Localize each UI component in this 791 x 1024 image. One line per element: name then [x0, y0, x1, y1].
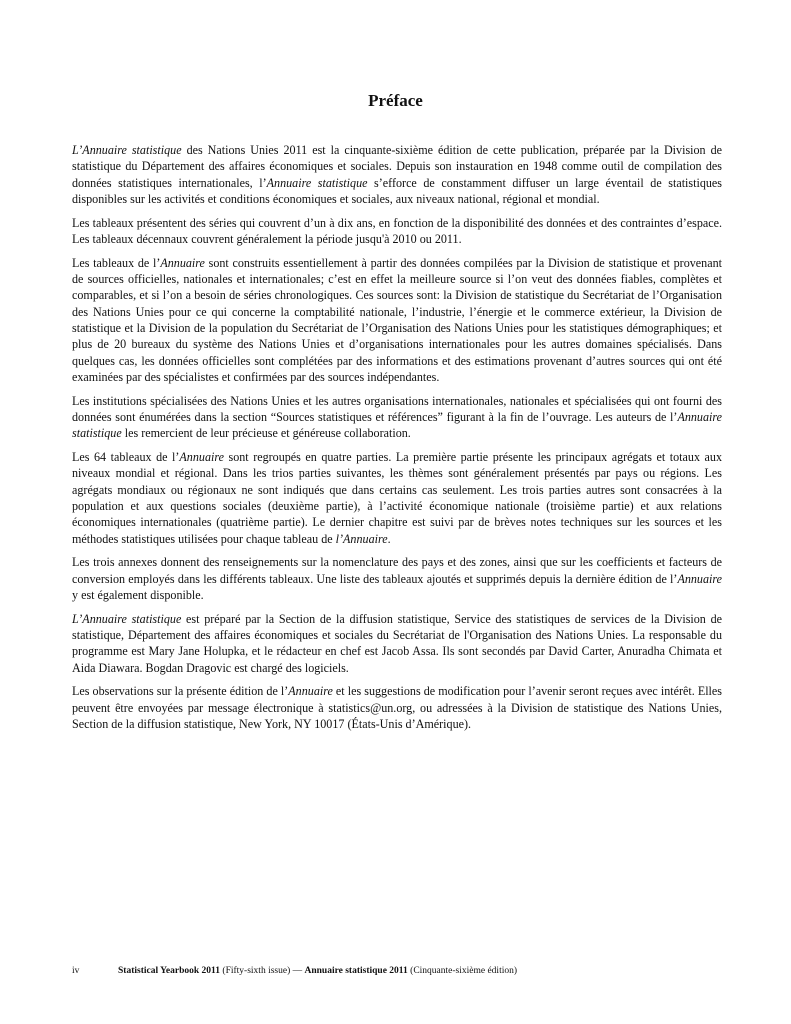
- paragraph-text: s’efforce de constamment diffuser un large éventail de statistiques disponibles sur les activités et conditions économiques et sociales, aux niveaux national, régional et mondial.: [72, 175, 723, 206]
- paragraph-text: Les observations sur la présente édition de l’: [72, 684, 289, 699]
- paragraph-text: sont construits essentiellement à partir des données compilées par la Division de statistique et provenant de sources officielles, nationales et internationales; c’est en effet la meilleure source si l’on veut des données fiables, complètes et comparables, et si l’on a besoin de séries chronologiques. Ces sources sont: la Division de statistique du Secrétariat de l’Organisation des Nations Unies pour ce qui concerne la comptabilité nationale, l’industrie, l’énergie et le commerce extérieur, la Division de statistique et la Division de la population du Secrétariat de l’Organisation des Nations Unies pour les statistiques démographiques; et plus de 20 bureaux du système des Nations Unies et d’organisations internationales pour les autres domaines spécialisés. Dans quelques cas, les données officielles sont complétées par des informations et des estimations provenant d’autres sources qui ont été examinées par des spécialistes et confirmées par des sources indépendantes.: [72, 255, 722, 384]
- footer-fr-issue: (Cinquante-sixième édition): [407, 966, 518, 976]
- publication-title: Annuaire: [179, 450, 224, 465]
- paragraph-text: Les 64 tableaux de l’: [72, 450, 180, 465]
- paragraph-text: Les institutions spécialisées des Nations Unies et les autres organisations internationales, nationales et spécialisées qui ont fourni des données sont énumérées dans la section “Sources statistiques et références” figurant à la fin de l’ouvrage. Les auteurs de l’: [72, 393, 722, 424]
- publication-title: L’Annuaire statistique: [72, 143, 182, 157]
- paragraph-text: des Nations Unies 2011 est la cinquante-sixième édition de cette publication, préparée par la Division de statistique du Département des affaires économiques et sociales. Depuis son instauration en 1948 comme outil de compilation des données statistiques internationales, l’: [72, 143, 723, 190]
- publication-title: Annuaire: [288, 684, 333, 699]
- paragraph-text: est préparé par la Section de la diffusion statistique, Service des statistiques de services de la Division de statistique, Département des affaires économiques et sociales du Secrétariat de l'Organisation des Nations Unies. La responsable du programme est Mary Jane Holupka, et le rédacteur en chef est Jacob Assa. Ils sont secondés par David Carter, Anuradha Chimata et Aida Diawara. Bogdan Dragovic est chargé des logiciels.: [72, 611, 723, 675]
- footer-fr-title: Annuaire statistique 2011: [304, 966, 408, 976]
- publication-title: l’Annuaire: [335, 531, 388, 546]
- publication-title: Annuaire statistique: [266, 175, 368, 190]
- paragraph-text: et les suggestions de modification pour l’avenir seront reçues avec intérêt. Elles peuvent être envoyées par message électronique à statistics@un.org, ou adressées à la Division de statistique des Nations Unies, Section de la diffusion statistique, New York, NY 10017 (États-Unis d’Amérique).: [72, 684, 722, 731]
- preface-body: [72, 142, 722, 740]
- publication-title: Annuaire: [677, 571, 722, 586]
- page-number: iv: [72, 966, 80, 976]
- paragraph-text: sont regroupés en quatre parties. La première partie présente les principaux agrégats et totaux aux niveaux mondial et régional. Dans les trios parties suivantes, les thèmes sont généralement présentés par pays ou régions. Les agrégats mondiaux ou régionaux ne sont indiqués que dans certains cas seulement. Les trois parties autres sont consacrées à la population et aux questions sociales (deuxième partie), à l’activité économique nationale (troisième partie) et aux relations économiques internationales (quatrième partie). Le dernier chapitre est suivi par de brèves notes techniques sur les sources et les méthodes statistiques utilisées pour chaque tableau de: [72, 450, 722, 546]
- publication-title: L’Annuaire statistique: [72, 611, 182, 626]
- footer-en-issue: (Fifty-sixth issue) —: [220, 966, 305, 976]
- paragraph-text: Les trois annexes donnent des renseignements sur la nomenclature des pays et des zones, ainsi que sur les coefficients et facteurs de conversion employés dans les différents tableaux. Une liste des tableaux ajoutés et supprimés depuis la dernière édition de l’: [72, 555, 722, 586]
- paragraph-acknowledgements: [72, 393, 722, 442]
- publication-title: Annuaire: [160, 255, 205, 270]
- paragraph-tables-coverage: Les tableaux présentent des séries qui couvrent d’un à dix ans, en fonction de la disponibilité des données et des contraintes d’espace. Les tableaux décennaux couvrent généralement la période jusqu'à 2010 ou 2011.: [72, 215, 722, 246]
- paragraph-sources: [72, 255, 722, 385]
- paragraph-contact: [72, 683, 722, 732]
- paragraph-intro: [72, 142, 722, 207]
- paragraph-annexes: [72, 554, 722, 603]
- paragraph-text: Les tableaux de l’: [72, 255, 161, 270]
- footer-en-title: Statistical Yearbook 2011: [118, 966, 221, 976]
- paragraph-structure: [72, 449, 722, 547]
- paragraph-text: y est également disponible.: [72, 587, 204, 602]
- paragraph-staff: [72, 611, 722, 676]
- page-title: Préface: [368, 91, 423, 110]
- page-footer: [72, 966, 722, 976]
- paragraph-text: .: [387, 531, 391, 546]
- paragraph-text: les remercient de leur précieuse et généreuse collaboration.: [121, 426, 411, 441]
- publication-title: Annuaire statistique: [72, 409, 722, 441]
